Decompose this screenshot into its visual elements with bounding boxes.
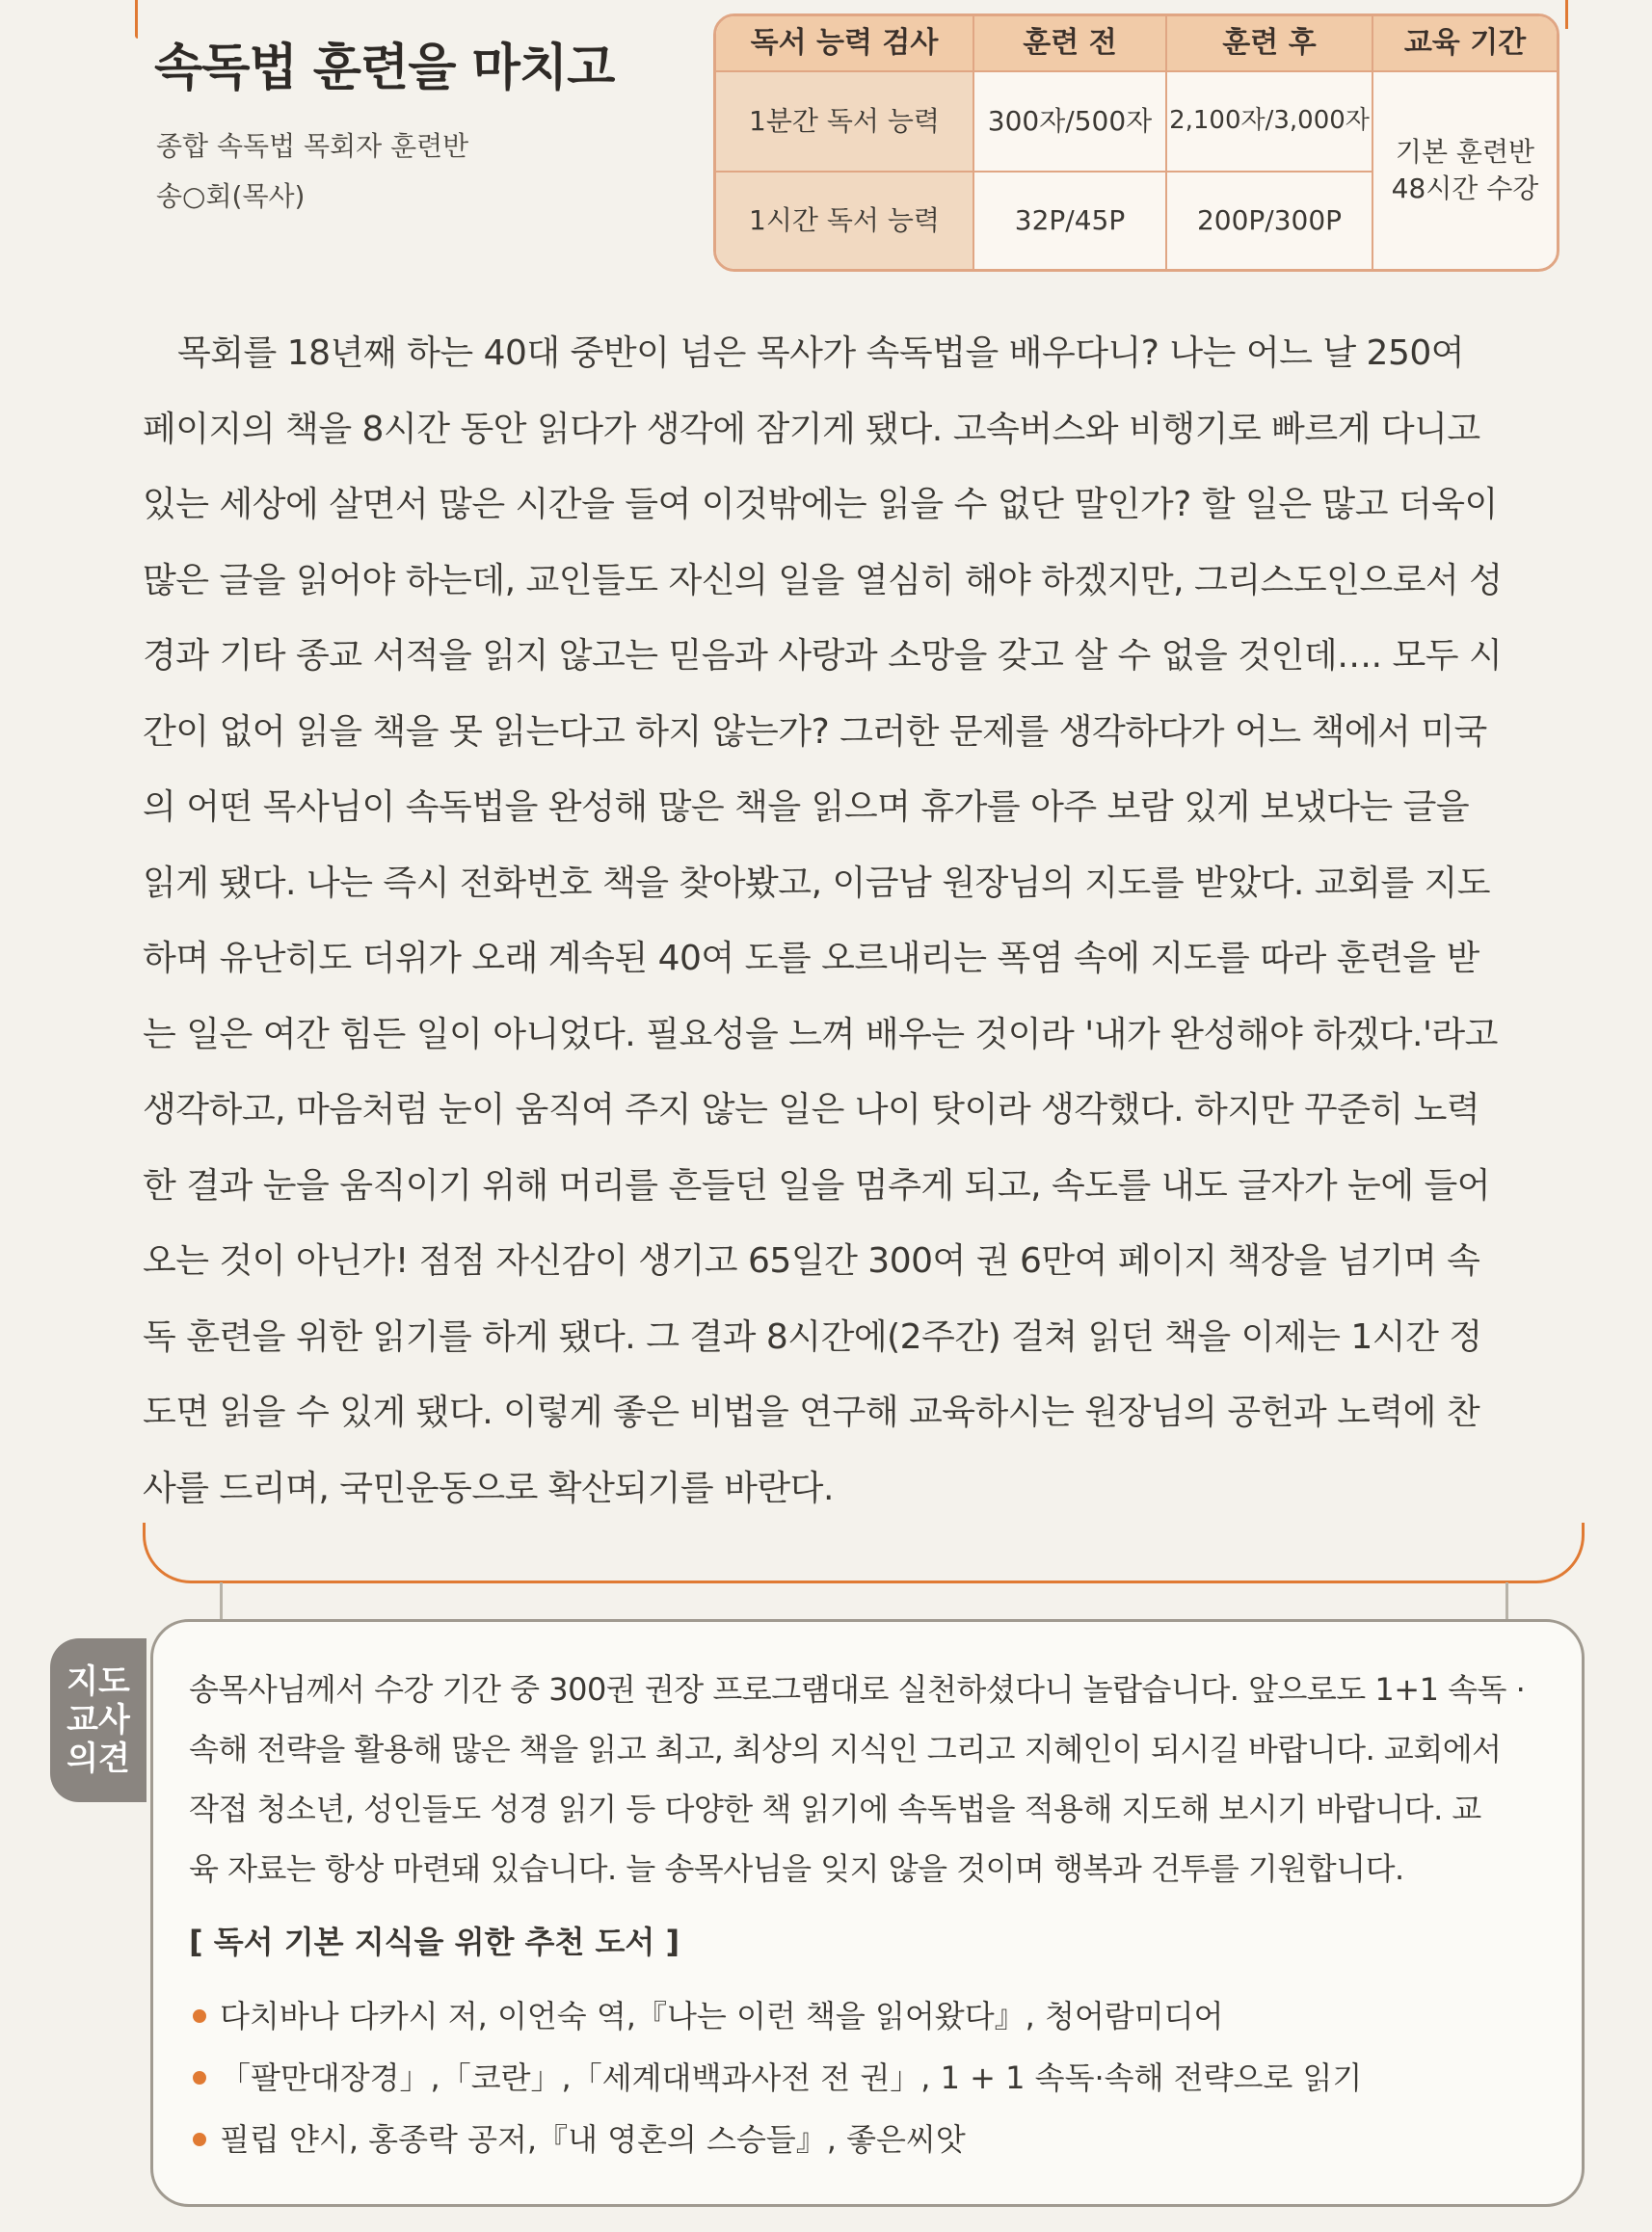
comment-line: 속해 전략을 활용해 많은 책을 읽고 최고, 최상의 지식인 그리고 지혜인이 되시길 바랍니다. 교회에서 xyxy=(189,1731,1502,1767)
table-row-label: 1시간 독서 능력 xyxy=(716,173,973,269)
list-item xyxy=(193,2047,1362,2109)
body-line: 있는 세상에 살면서 많은 시간을 들여 이것밖에는 읽을 수 없단 말인가? 할 일은 많고 더욱이 xyxy=(143,485,1498,524)
badge-line: 의견 xyxy=(67,1740,130,1778)
table-header-cell: 독서 능력 검사 xyxy=(750,25,939,60)
recommended-books-heading: [ 독서 기본 지식을 위한 추천 도서 ] xyxy=(189,1924,680,1960)
body-line: 생각하고, 마음처럼 눈이 움직여 주지 않는 일은 나이 탓이라 생각했다. 하지만 꾸준히 노력 xyxy=(143,1090,1480,1129)
body-line: 독 훈련을 위한 읽기를 하게 됐다. 그 결과 8시간에(2주간) 걸쳐 읽던 책을 이제는 1시간 정 xyxy=(143,1316,1482,1357)
table-header-cell: 교육 기간 xyxy=(1403,25,1527,60)
body-line: 간이 없어 읽을 책을 못 읽는다고 하지 않는가? 그러한 문제를 생각하다가 어느 책에서 미국 xyxy=(143,711,1487,752)
article-title: 속독법 훈련을 마치고 xyxy=(154,40,615,97)
table-cell: 300자/500자 xyxy=(987,105,1153,138)
section-frame-bottom xyxy=(143,1523,1585,1583)
connector-line xyxy=(1505,1582,1508,1621)
body-line: 오는 것이 아닌가! 점점 자신감이 생기고 65일간 300여 권 6만여 페이지 책장을 넘기며 속 xyxy=(143,1241,1480,1281)
body-line: 경과 기타 종교 서적을 읽지 않고는 믿음과 사랑과 소망을 갖고 살 수 없을 것인데…. 모두 시 xyxy=(143,636,1503,676)
period-line: 48시간 수강 xyxy=(1391,173,1539,204)
badge-line: 교사 xyxy=(67,1701,130,1740)
training-period-cell xyxy=(1373,72,1557,269)
list-item xyxy=(193,2109,1362,2170)
recommended-books-list xyxy=(193,1985,1362,2170)
bullet-icon xyxy=(193,2133,206,2146)
table-cell: 200P/300P xyxy=(1196,204,1343,237)
body-line: 도면 읽을 수 있게 됐다. 이렇게 좋은 비법을 연구해 교육하시는 원장님의 공헌과 노력에 찬 xyxy=(143,1393,1480,1432)
table-header-cell: 훈련 후 xyxy=(1222,25,1317,60)
table-row-label: 1분간 독서 능력 xyxy=(716,72,973,171)
body-line: 읽게 됐다. 나는 즉시 전화번호 책을 찾아봤고, 이금남 원장님의 지도를 받았다. 교회를 지도 xyxy=(143,863,1491,903)
comment-line: 육 자료는 항상 마련돼 있습니다. 늘 송목사님을 잊지 않을 것이며 행복과 건투를 기원합니다. xyxy=(189,1850,1404,1887)
table-cell: 32P/45P xyxy=(1014,204,1126,237)
bullet-icon xyxy=(193,2009,206,2023)
body-line: 한 결과 눈을 움직이기 위해 머리를 흔들던 일을 멈추게 되고, 속도를 내도 글자가 눈에 들어 xyxy=(143,1165,1491,1206)
comment-line: 작접 청소년, 성인들도 성경 읽기 등 다양한 책 읽기에 속독법을 적용해 지도해 보시기 바랍니다. 교 xyxy=(189,1791,1481,1827)
testimonial-body xyxy=(143,316,1579,1527)
list-item xyxy=(193,1985,1362,2047)
book-entry: 필립 얀시, 홍종락 공저,『내 영혼의 스승들』, 좋은씨앗 xyxy=(220,2121,966,2158)
body-line: 목회를 18년째 하는 40대 중반이 넘은 목사가 속독법을 배우다니? 나는 어느 날 250여 xyxy=(177,333,1465,373)
table-cell: 2,100자/3,000자 xyxy=(1169,106,1370,136)
body-line: 사를 드리며, 국민운동으로 확산되기를 바란다. xyxy=(143,1468,834,1508)
author-name: 송○회(목사) xyxy=(156,180,306,212)
body-line: 페이지의 책을 8시간 동안 읽다가 생각에 잠기게 됐다. 고속버스와 비행기로 빠르게 다니고 xyxy=(143,409,1480,449)
teacher-opinion-badge xyxy=(50,1638,147,1802)
book-entry: 다치바나 다카시 저, 이언숙 역,『나는 이런 책을 읽어왔다』, 청어람미디어 xyxy=(220,1998,1224,2034)
author-affiliation: 종합 속독법 목회자 훈련반 xyxy=(156,130,469,162)
teacher-comment xyxy=(189,1660,1538,1899)
reading-ability-table xyxy=(713,13,1559,272)
book-entry: 「팔만대장경」,「코란」,「세계대백과사전 전 권」, 1 + 1 속독·속해 전략으로 읽기 xyxy=(220,2059,1363,2096)
body-line: 많은 글을 읽어야 하는데, 교인들도 자신의 일을 열심히 해야 하겠지만, 그리스도인으로서 성 xyxy=(143,560,1503,600)
period-line: 기본 훈련반 xyxy=(1395,136,1535,169)
body-line: 하며 유난히도 더위가 오래 계속된 40여 도를 오르내리는 폭염 속에 지도를 따라 훈련을 받 xyxy=(143,939,1479,978)
table-header-cell: 훈련 전 xyxy=(1023,25,1117,60)
body-line: 는 일은 여간 힘든 일이 아니었다. 필요성을 느껴 배우는 것이라 '내가 완성해야 하겠다.'라고 xyxy=(143,1014,1498,1054)
body-line: 의 어떤 목사님이 속독법을 완성해 많은 책을 읽으며 휴가를 아주 보람 있게 보냈다는 글을 xyxy=(143,787,1470,827)
comment-line: 송목사님께서 수강 기간 중 300권 권장 프로그램대로 실천하셨다니 놀랍습니다. 앞으로도 1+1 속독 · xyxy=(189,1671,1526,1708)
badge-line: 지도 xyxy=(67,1662,130,1701)
connector-line xyxy=(220,1582,223,1621)
bullet-icon xyxy=(193,2071,206,2085)
frame-corner-left xyxy=(135,0,138,39)
